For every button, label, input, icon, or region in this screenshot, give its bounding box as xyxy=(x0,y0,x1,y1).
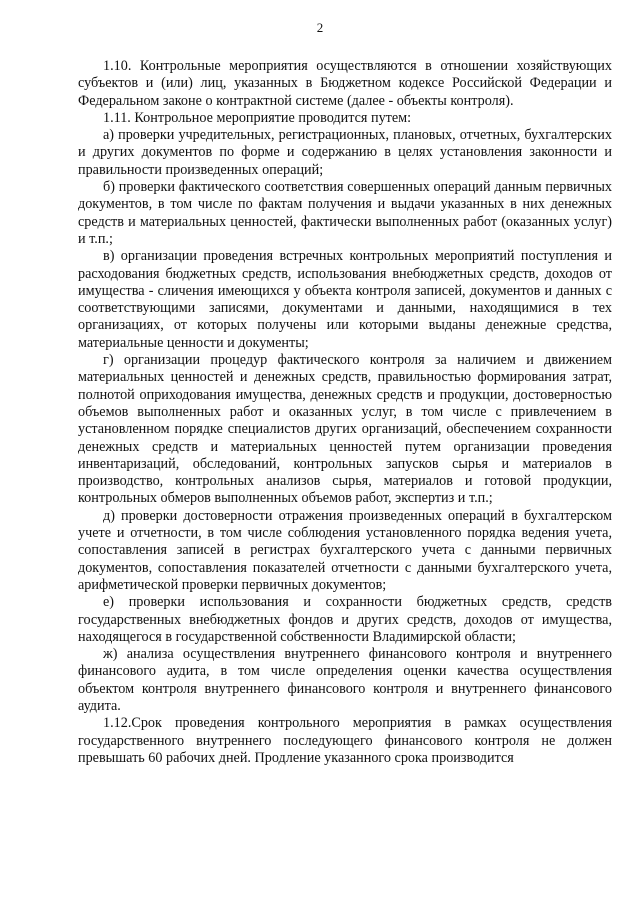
page-number: 2 xyxy=(316,20,324,35)
list-item-a: а) проверки учредительных, регистрационных, плановых, отчетных, бухгалтерских и других документов по форме и содержанию в целях установления законности и правильности произведенных операций; xyxy=(78,127,612,178)
list-item-v: в) организации проведения встречных контрольных мероприятий поступления и расходования бюджетных средств, использования внебюджетных средств, доходов от имущества - сличения имеющихся у объекта контроля записей, документов и данных с соответствующими записями, документами и данными, находящимися в тех организациях, от которых получены или которыми выданы денежные средства, материальные ценности и документы; xyxy=(78,248,612,351)
list-item-e: е) проверки использования и сохранности бюджетных средств, средств государственных внебюджетных фондов и других средств, доходов от имущества, находящегося в государственной собственности Владимирской области; xyxy=(78,594,612,645)
list-item-g: г) организации процедур фактического контроля за наличием и движением материальных ценностей и денежных средств, правильностью формирования затрат, полнотой оприходования имущества, денежных средств и продукции, достоверностью объемов выполненных работ и оказанных услуг, в том числе с привлечением в установленном порядке специалистов других организаций, обеспечением сохранности денежных средств и материальных ценностей путем организации проведения инвентаризаций, обследований, контрольных запусков сырья и материалов в производство, контрольных анализов сырья, материалов и готовой продукции, контрольных обмеров выполненных объемов работ, экспертиз и т.п.; xyxy=(78,352,612,507)
paragraph-1-12: 1.12.Срок проведения контрольного мероприятия в рамках осуществления государственного внутреннего последующего финансового контроля не должен превышать 60 рабочих дней. Продление указанного срока производится xyxy=(78,715,612,766)
paragraph-1-10: 1.10. Контрольные мероприятия осуществляются в отношении хозяйствующих субъектов и (или) лиц, указанных в Бюджетном кодексе Российской Федерации и Федеральном законе о контрактной системе (далее - объекты контроля). xyxy=(78,58,612,109)
list-item-d: д) проверки достоверности отражения произведенных операций в бухгалтерском учете и отчетности, в том числе соблюдения установленного порядка ведения учета, сопоставления записей в регистрах бухгалтерского учета с данными первичных документов, сопоставления показателей отчетности с данными бухгалтерского учета, арифметической проверки первичных документов; xyxy=(78,507,612,593)
paragraph-1-11: 1.11. Контрольное мероприятие проводится путем: xyxy=(103,109,412,126)
document-body xyxy=(78,58,612,767)
list-item-zh: ж) анализа осуществления внутреннего финансового контроля и внутреннего финансового аудита, в том числе определения оценки качества осуществления объектом контроля внутреннего финансового контроля и внутреннего финансового аудита. xyxy=(78,646,612,714)
list-item-b: б) проверки фактического соответствия совершенных операций данным первичных документов, в том числе по фактам получения и выдачи указанных в них денежных средств и материальных ценностей, фактически выполненных работ (оказанных услуг) и т.п.; xyxy=(78,179,612,247)
